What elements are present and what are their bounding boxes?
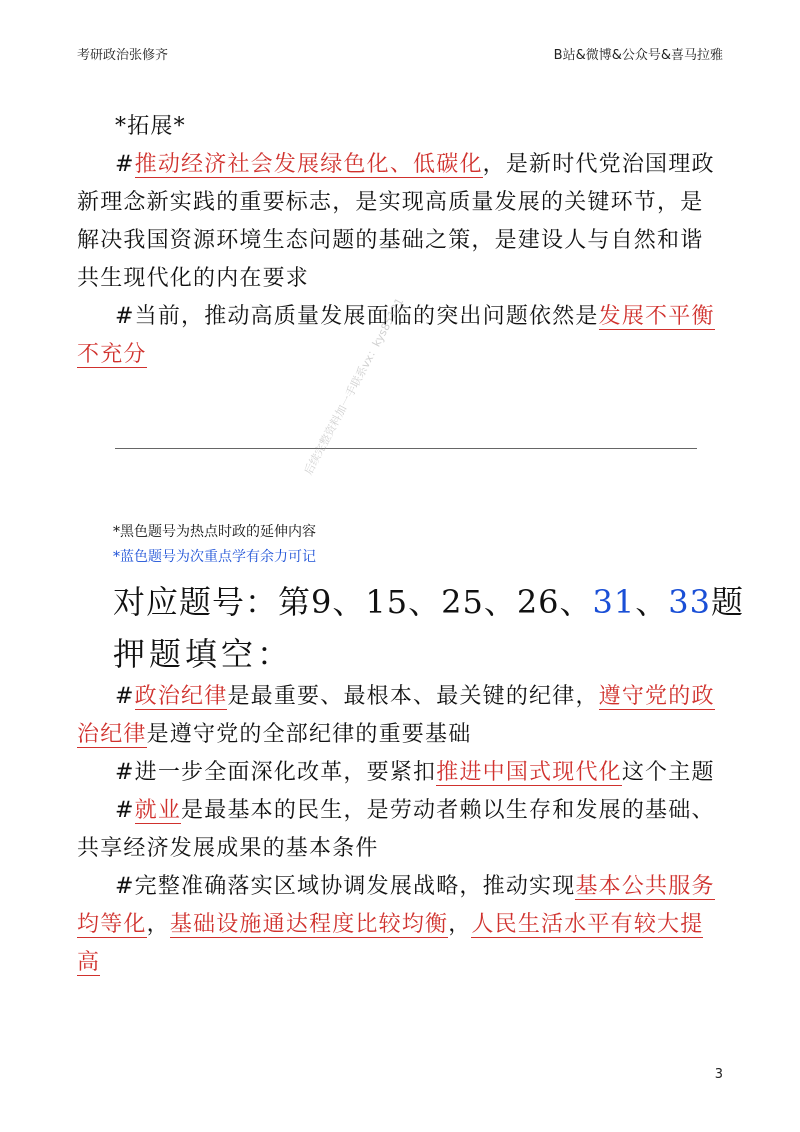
paragraph-text: #完整准确落实区域协调发展战略，推动实现 — [115, 874, 576, 899]
fill-section — [77, 678, 717, 982]
fill-paragraph-2 — [77, 754, 717, 792]
fill-in-title: 押题填空： — [113, 635, 294, 673]
highlight-public-services: 基本公共服务均等化 — [77, 874, 715, 937]
header-right: B站&微博&公众号&喜马拉雅 — [553, 48, 723, 63]
paragraph-text: 是最基本的民生，是劳动者赖以生存和发展的基础、共享经济发展成果的基本条件 — [77, 798, 715, 861]
hash-mark: # — [115, 152, 135, 177]
paragraph-text: 是遵守党的全部纪律的重要基础 — [146, 722, 472, 747]
header-left: 考研政治张修齐 — [77, 48, 169, 63]
highlight-political-discipline: 政治纪律 — [134, 684, 228, 709]
fill-paragraph-4 — [77, 868, 717, 982]
fill-paragraph-3 — [77, 792, 717, 868]
highlight-observe-political-discipline: 遵守党的政治纪律 — [77, 684, 715, 747]
note-black-numbers: *黑色题号为热点时政的延伸内容 — [113, 524, 316, 540]
paragraph-text: ，是新时代党治国理政新理念新实践的重要标志，是实现高质量发展的关键环节，是解决我国资源环境生态问题的基础之策，是建设人与自然和谐共生现代化的内在要求 — [77, 152, 715, 291]
highlight-green-lowcarbon: 推动经济社会发展绿色化、低碳化 — [134, 152, 483, 177]
note-blue-numbers: *蓝色题号为次重点学有余力可记 — [113, 549, 316, 565]
hash-mark: # — [115, 798, 135, 823]
expansion-title: *拓展* — [115, 114, 186, 139]
fill-paragraph-1 — [77, 678, 717, 754]
questions-black-numbers: 9、15、25、26、 — [311, 583, 593, 621]
questions-suffix: 题 — [711, 583, 745, 621]
expansion-paragraph-1 — [77, 146, 717, 298]
section-divider — [115, 448, 697, 449]
highlight-infrastructure: 基础设施通达程度比较均衡 — [169, 912, 449, 937]
page-number: 3 — [714, 1067, 723, 1082]
paragraph-text: ， — [448, 912, 472, 937]
highlight-employment: 就业 — [134, 798, 182, 823]
questions-label: 对应题号：第 — [113, 583, 312, 621]
questions-separator: 、 — [635, 583, 669, 621]
hash-mark: # — [115, 684, 135, 709]
question-number-blue: 33 — [668, 583, 711, 621]
paragraph-text: #当前，推动高质量发展面临的突出问题依然是 — [115, 304, 599, 329]
paragraph-text: #进一步全面深化改革，要紧扣 — [115, 760, 437, 785]
corresponding-questions — [113, 580, 744, 624]
watermark: 后续完整资料加一手联系vx：kys85121 — [301, 295, 407, 478]
highlight-unbalanced-development: 发展不平衡不充分 — [77, 304, 715, 367]
question-number-blue: 31 — [592, 583, 636, 621]
paragraph-text: 是最重要、最根本、最关键的纪律， — [227, 684, 599, 709]
expansion-section — [77, 108, 717, 374]
paragraph-text: 这个主题 — [621, 760, 715, 785]
highlight-chinese-modernization: 推进中国式现代化 — [436, 760, 622, 785]
highlight-living-standards: 人民生活水平有较大提高 — [77, 912, 704, 975]
paragraph-text: ， — [146, 912, 170, 937]
